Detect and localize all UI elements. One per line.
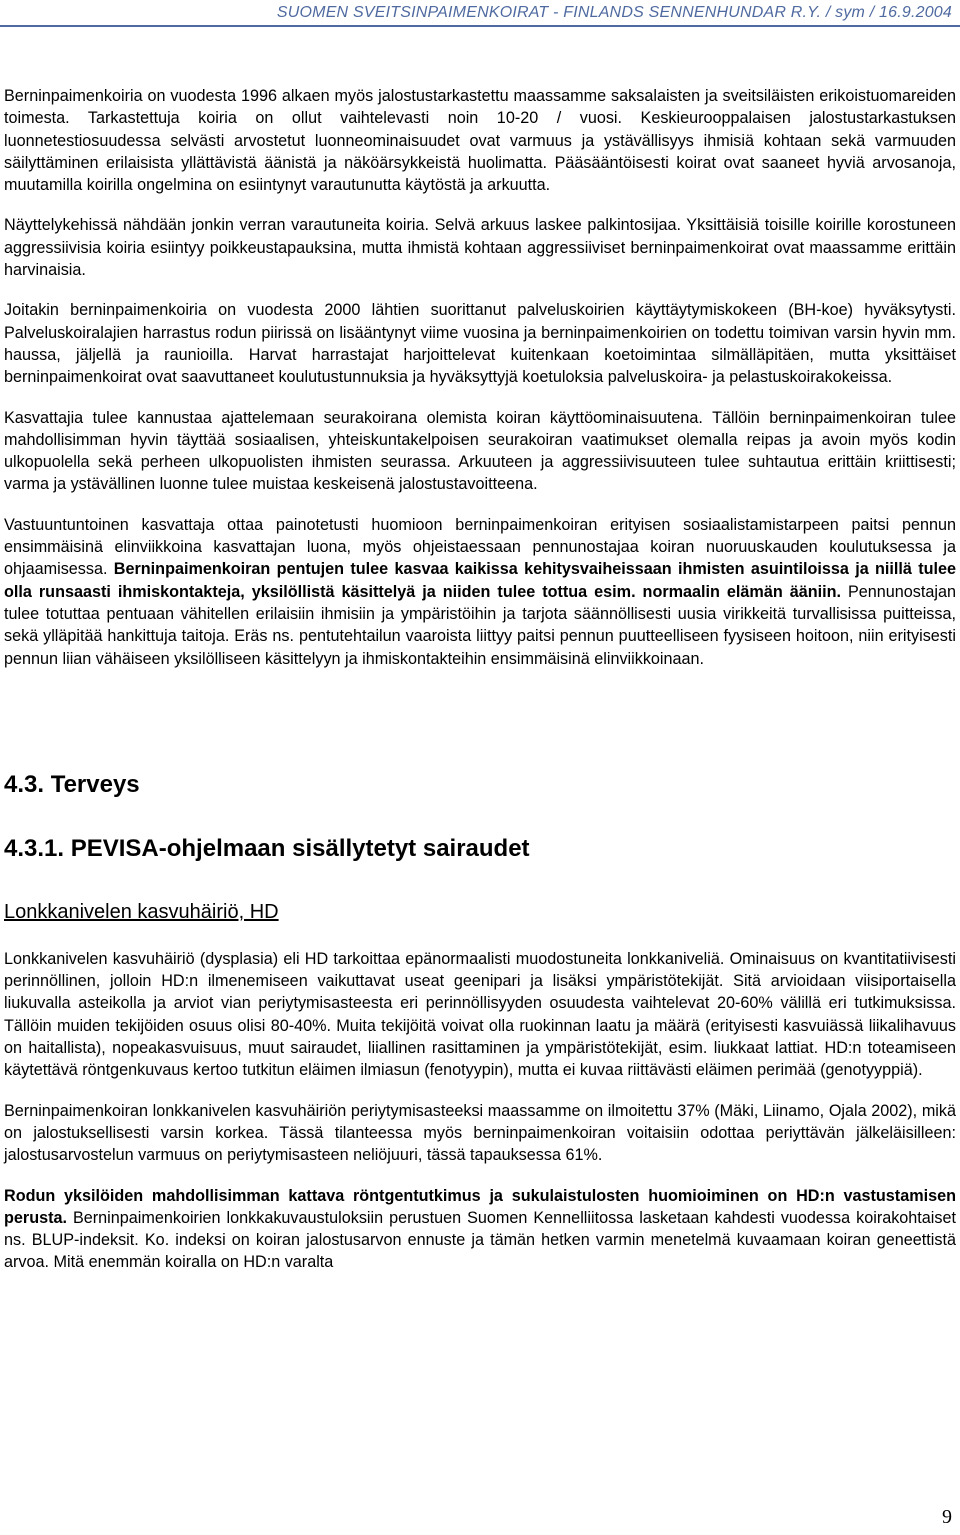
page-body — [4, 85, 956, 1274]
page-number: 9 — [942, 1506, 952, 1528]
paragraph-hd-definition: Lonkkanivelen kasvuhäiriö (dysplasia) eli HD tarkoittaa epänormaalisti muodostuneita lonkkaniveliä. Ominaisuus on kvantitatiivisesti perinnöllinen, jolloin HD:n ilmenemiseen vaikuttavat useat geenipari ja lisäksi ympäristötekijät. Sitä arvioidaan viisiportaisella liukuvalla asteikolla ja arviot vian periytymisasteesta eri perinnöllisyyden osuudesta vaihtelevat 20-60% välillä eri tutkimuksissa. Tällöin muiden tekijöiden osuus olisi 80-40%. Muita tekijöitä voivat olla ruokinnan laatu ja määrä (erityisesti kasvuiässä liikalihavuus on haitallista), nopeakasvuisuus, muut sairaudet, liiallinen rasittaminen ja ympäristötekijät, esim. liukkaat lattiat. HD:n toteamiseen käytettävä röntgenkuvaus kertoo tutkitun eläimen ilmiasun (fenotyypin), mutta ei kuvaa riittävästi eläimen perimää (genotyyppiä). — [4, 949, 956, 1080]
paragraph-breeders-encouragement: Kasvattajia tulee kannustaa ajattelemaan seurakoirana olemista koiran käyttöominaisuutena. Tällöin berninpaimenkoiran tulee mahdollisimman hyvin täyttää sosiaalisen, yhteiskuntakelpoisen seurakoiran vaatimukset olemalla reipas ja avoin myös kodin ulkopuolella sekä perheen ulkopuolisten ihmisten seurassa. Arkuuteen ja aggressiivisuuteen tulee suhtautua erittäin kriittisesti; varma ja ystävällinen luonne tulee muistaa keskeisenä jalostustavoitteena. — [4, 408, 956, 494]
paragraph-working-trials: Joitakin berninpaimenkoiria on vuodesta 2000 lähtien suorittanut palveluskoirien käyttäytymiskokeen (BH-koe) hyväksytysti. Palveluskoiralajien harrastus rodun piirissä on lisääntynyt viime vuosina ja berninpaimenkoirien on todettu toimivan varsin hyvin mm. haussa, jäljellä ja raunioilla. Harvat harrastajat harjoittelevat kuitenkaan koetoimintaa silmälläpitäen, mutta yksittäiset berninpaimenkoirat ovat saavuttaneet koulutustunnuksia ja hyväksyttyjä koetuloksia palveluskoira- ja pelastuskoirakokeissa. — [4, 301, 956, 387]
heading-health: 4.3. Terveys — [4, 770, 140, 798]
paragraph-breed-inspection: Berninpaimenkoiria on vuodesta 1996 alkaen myös jalostustarkastettu maassamme saksalaisten ja sveitsiläisten erikoistuomareiden toimesta. Tarkastettuja koiria on ollut vaihtelevasti noin 10-20 / vuosi. Keskieurooppalaisen jalostustarkastuksen luonnetestiosuudessa selvästi arvostetut luonneominaisuudet ovat varmuus ja ystävällisyys ihmisiä kohtaan sekä varmuuden säilyttäminen erilaisista yllättävistä äänistä ja näköärsykkeistä huolimatta. Pääsääntöisesti koirat ovat saaneet hyviä arvosanoja, muutamilla koirilla ongelmina on esiintynyt varautunutta käytöstä ja arkuutta. — [4, 87, 956, 195]
socialisation-text-bold: Berninpaimenkoiran pentujen tulee kasvaa kaikissa kehitysvaiheissaan ihmisten asuintiloissa ja niillä tulee olla runsaasti ihmiskontakteja, yksilöllistä käsittelyä ja niiden tulee tottua esim. normaalin elämän ääniin. — [4, 560, 956, 601]
subheading-hd: Lonkkanivelen kasvuhäiriö, HD — [4, 900, 279, 923]
header-rule — [0, 25, 960, 27]
paragraph-show-rings: Näyttelykehissä nähdään jonkin verran varautuneita koiria. Selvä arkuus laskee palkintosijaa. Yksittäisiä toisille koirille korostuneen aggressiivisia koiria esiintyy poikkeustapauksina, mutta ihmistä kohtaan aggressiiviset berninpaimenkoirat ovat maassamme erittäin harvinaisia. — [4, 216, 956, 280]
paragraph-hd-heritability: Berninpaimenkoiran lonkkanivelen kasvuhäiriön periytymisasteeksi maassamme on ilmoitettu 37% (Mäki, Liinamo, Ojala 2002), mikä on jalostuksellisesti varsin korkea. Tässä tilanteessa myös berninpaimenkoiran voitaisiin odottaa periyttävän jälkeläisilleen: jalostusarvostelun varmuus on periytymisasteen neliöjuuri, tässä tapauksessa 61%. — [4, 1101, 956, 1165]
paragraph-hd-screening — [4, 1185, 956, 1274]
screening-text-rest: Berninpaimenkoirien lonkkakuvaustuloksiin perustuen Suomen Kennelliitossa lasketaan kahdesti vuodessa koirakohtaiset ns. BLUP-indeksit. Ko. indeksi on koiran jalostusarvon ennuste ja tämän hetken varmin menetelmä kuvaamaan koiran geneettistä arvoa. Mitä enemmän koiralla on HD:n varalta — [4, 1208, 956, 1272]
socialisation-text-a: Vastuuntuntoinen kasvattaja ottaa painotetusti huomioon berninpaimenkoiran erityisen sosiaalistamistarpeen paitsi pennun ensimmäisinä elinviikkoina kasvattajan luona, myös ohjeistaessaan pennunostajaa koiran nuoruuskauden koulutuksessa ja ohjaamisessa. — [4, 515, 956, 579]
screening-text-bold: Rodun yksilöiden mahdollisimman kattava röntgentutkimus ja sukulaistulosten huomioiminen on HD:n vastustamisen perusta. — [4, 1186, 956, 1227]
document-header: SUOMEN SVEITSINPAIMENKOIRAT - FINLANDS SENNENHUNDAR R.Y. / sym / 16.9.2004 — [276, 4, 952, 21]
socialisation-text-b: Pennunostajan tulee totuttaa pentuaan vähitellen erilaisiin ihmisiin ja ympäristöihin ja tarjota säännöllisesti uusia virikkeitä turvallisissa puitteissa, sekä ylläpitää hankittuja taitoja. Eräs ns. pentutehtailun vaaroista liittyy paitsi pennun puutteelliseen fyysiseen hoitoon, niin erityisesti pennun liian vähäiseen yksilölliseen käsittelyyn ja ihmiskontakteihin ensimmäisinä elinviikkoinaan. — [4, 582, 956, 668]
paragraph-socialisation — [4, 514, 956, 670]
heading-pevisa: 4.3.1. PEVISA-ohjelmaan sisällytetyt sairaudet — [4, 834, 530, 862]
